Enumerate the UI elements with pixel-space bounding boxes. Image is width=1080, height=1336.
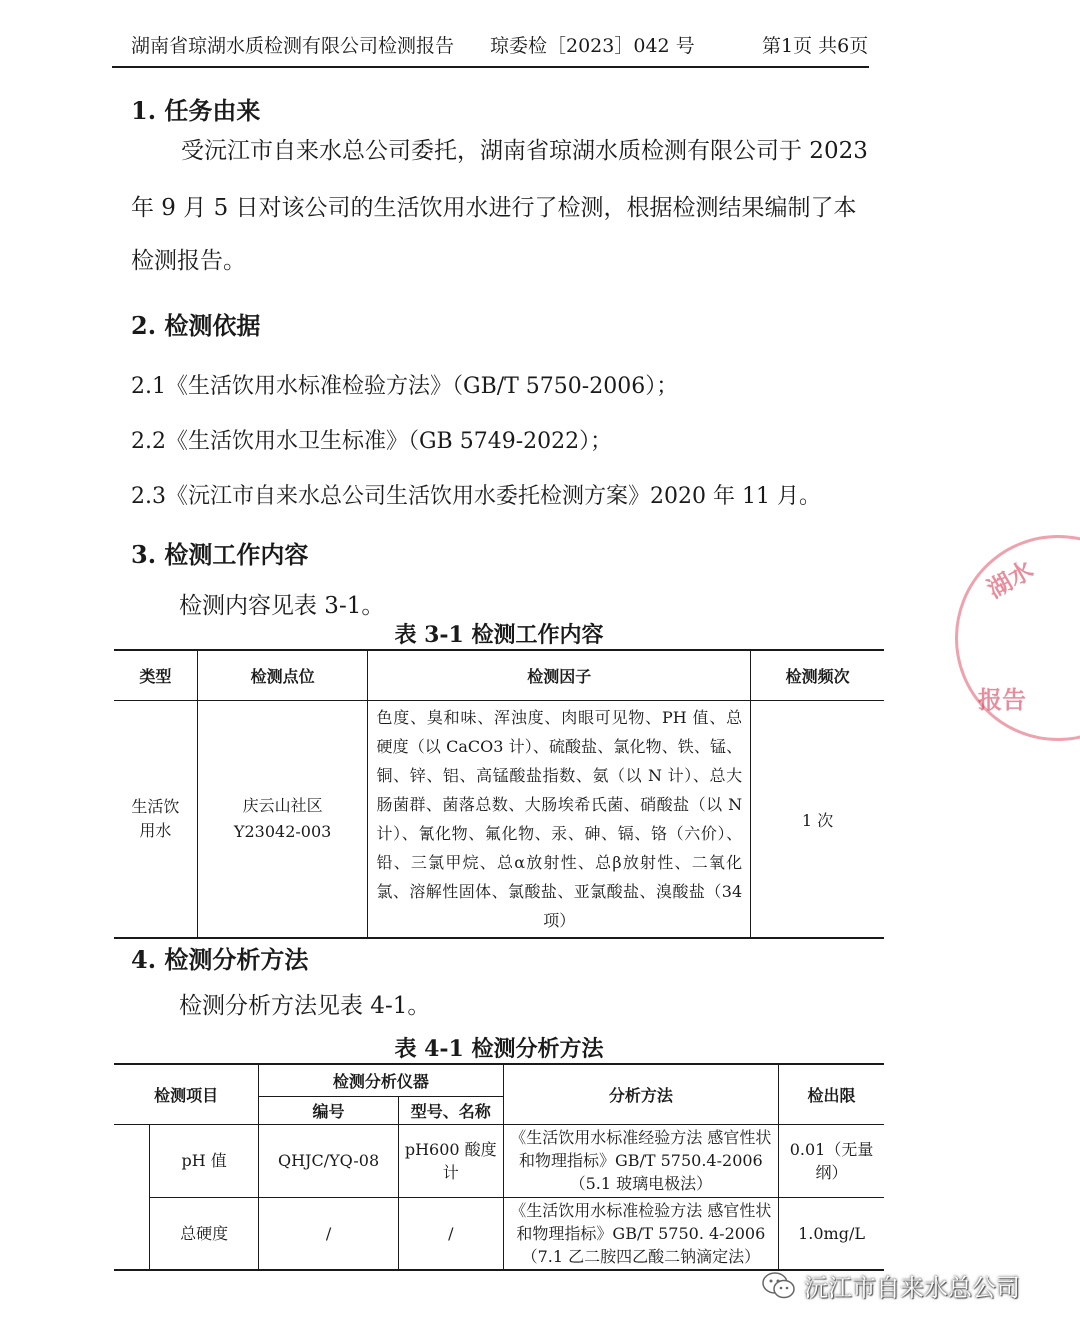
col-header-item: 检测项目 bbox=[114, 1064, 259, 1124]
section-1-line-3: 检测报告。 bbox=[131, 248, 246, 274]
table-header-row bbox=[114, 1064, 884, 1096]
col-header-method: 分析方法 bbox=[503, 1064, 778, 1124]
cell-inst-model: pH600 酸度计 bbox=[398, 1124, 503, 1197]
col-header-factors: 检测因子 bbox=[368, 650, 751, 701]
page-number: 第1页 共6页 bbox=[762, 35, 869, 57]
cell-type-text: 生活饮用水 bbox=[131, 797, 180, 840]
table-3-1 bbox=[114, 649, 884, 939]
cell-inst-no: / bbox=[259, 1197, 399, 1270]
wechat-icon bbox=[762, 1271, 796, 1301]
section-2-title: 2. 检测依据 bbox=[131, 311, 261, 340]
table-row bbox=[114, 1124, 884, 1197]
col-header-limit: 检出限 bbox=[779, 1064, 884, 1124]
table-row bbox=[114, 1197, 884, 1270]
cell-limit: 0.01（无量纲） bbox=[779, 1124, 884, 1197]
cell-site bbox=[197, 701, 368, 939]
cell-type bbox=[114, 701, 197, 939]
cell-limit: 1.0mg/L bbox=[779, 1197, 884, 1270]
col-header-type: 类型 bbox=[114, 650, 197, 701]
cell-item: pH 值 bbox=[150, 1124, 259, 1197]
section-3-title: 3. 检测工作内容 bbox=[131, 540, 309, 569]
table-3-1-caption: 表 3-1 检测工作内容 bbox=[394, 622, 604, 648]
section-3-intro: 检测内容见表 3-1。 bbox=[179, 593, 385, 619]
wechat-watermark bbox=[762, 1268, 1020, 1303]
basis-item-2-3: 2.3《沅江市自来水总公司生活饮用水委托检测方案》2020 年 11 月。 bbox=[131, 484, 821, 509]
cell-site-name: 庆云山社区 bbox=[242, 796, 323, 815]
col-header-site: 检测点位 bbox=[197, 650, 368, 701]
basis-item-2-2: 2.2《生活饮用水卫生标准》（GB 5749-2022）； bbox=[131, 429, 613, 454]
section-1-line-1: 受沅江市自来水总公司委托，湖南省琼湖水质检测有限公司于 2023 bbox=[181, 138, 868, 164]
col-header-inst-model: 型号、名称 bbox=[398, 1096, 503, 1124]
watermark-text: 沅江市自来水总公司 bbox=[804, 1274, 1020, 1302]
cell-item: 总硬度 bbox=[150, 1197, 259, 1270]
basis-item-2-1: 2.1《生活饮用水标准检验方法》（GB/T 5750-2006）； bbox=[131, 374, 679, 399]
table-4-1 bbox=[114, 1063, 884, 1271]
section-1-line-2: 年 9 月 5 日对该公司的生活饮用水进行了检测，根据检测结果编制了本 bbox=[131, 195, 857, 221]
col-header-inst-no: 编号 bbox=[259, 1096, 399, 1124]
section-1-title: 1. 任务由来 bbox=[131, 96, 261, 125]
cell-factors: 色度、臭和味、浑浊度、肉眼可见物、PH 值、总硬度（以 CaCO3 计）、硫酸盐、氯化物、铁、锰、铜、锌、铝、高锰酸盐指数、氨（以 N 计）、总大肠菌群、菌落总数、大肠埃希氏菌、硝酸盐（以 N 计）、氰化物、氟化物、汞、砷、镉、铬（六价）、铅、三氯甲烷、总α放射性、总β放射性、二氧化氯、溶解性固体、氯酸盐、亚氯酸盐、溴酸盐（34 项） bbox=[368, 701, 751, 939]
col-header-frequency: 检测频次 bbox=[751, 650, 884, 701]
cell-frequency: 1 次 bbox=[751, 701, 884, 939]
seal-text: 湖水 bbox=[981, 554, 1039, 604]
section-4-title: 4. 检测分析方法 bbox=[131, 945, 309, 974]
report-number: 琼委检［2023］042 号 bbox=[490, 35, 695, 57]
cell-site-code: Y23042-003 bbox=[233, 822, 332, 841]
report-org-header: 湖南省琼湖水质检测有限公司检测报告 bbox=[131, 35, 455, 57]
cell-method: 《生活饮用水标准经验方法 感官性状和物理指标》GB/T 5750.4-2006（5.1 玻璃电极法） bbox=[503, 1124, 778, 1197]
col-header-instrument: 检测分析仪器 bbox=[259, 1064, 503, 1096]
cell-blank bbox=[114, 1197, 150, 1270]
cell-method: 《生活饮用水标准检验方法 感官性状和物理指标》GB/T 5750. 4-2006（7.1 乙二胺四乙酸二钠滴定法） bbox=[503, 1197, 778, 1270]
section-4-intro: 检测分析方法见表 4-1。 bbox=[179, 993, 431, 1019]
seal-text-bottom: 报告 bbox=[978, 685, 1026, 714]
cell-inst-model: / bbox=[398, 1197, 503, 1270]
table-4-1-caption: 表 4-1 检测分析方法 bbox=[394, 1036, 604, 1062]
header-rule bbox=[112, 66, 869, 68]
table-row bbox=[114, 701, 884, 939]
cell-blank bbox=[114, 1124, 150, 1197]
cell-inst-no: QHJC/YQ-08 bbox=[259, 1124, 399, 1197]
table-header-row bbox=[114, 650, 884, 701]
